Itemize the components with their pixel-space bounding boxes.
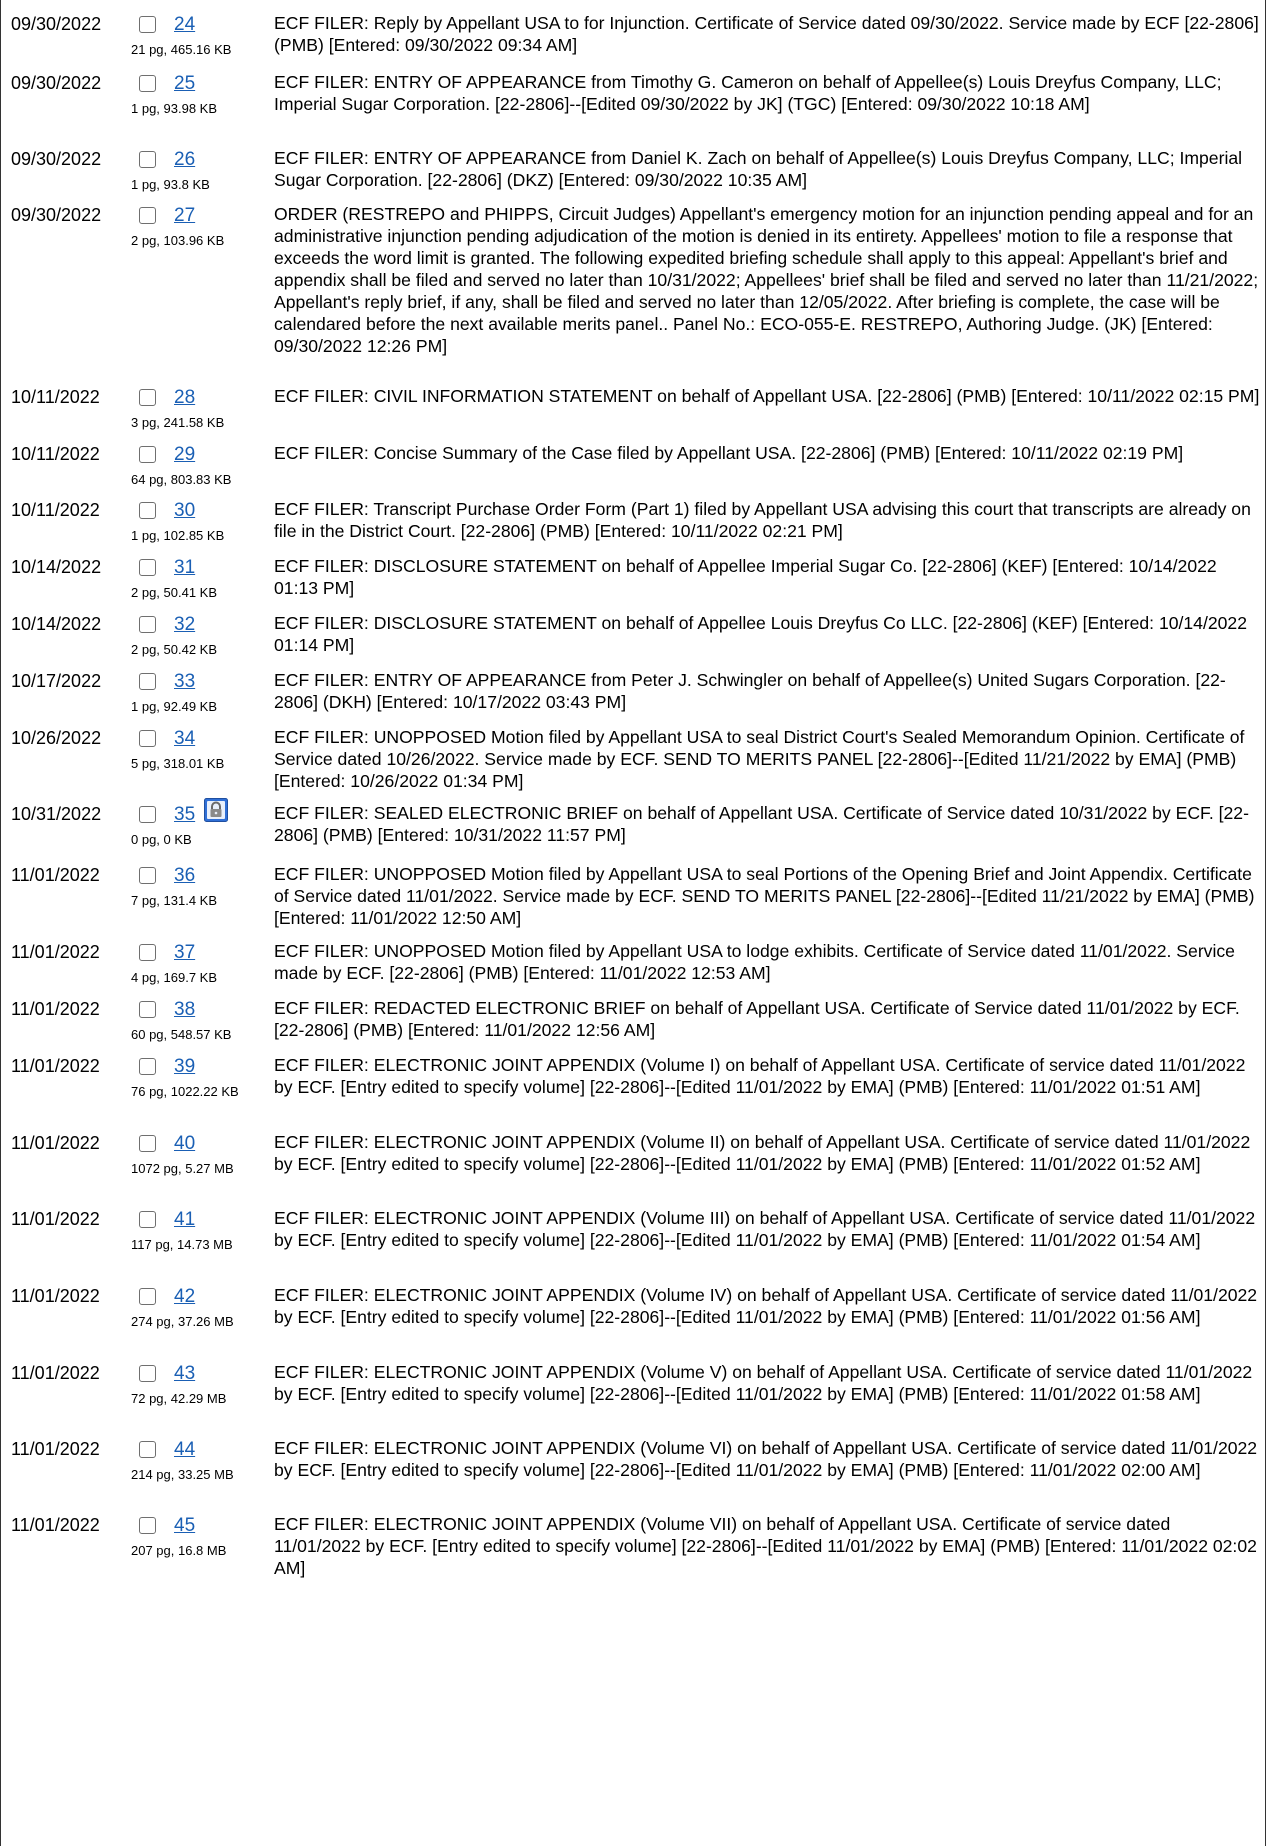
entry-description: ECF FILER: UNOPPOSED Motion filed by Appellant USA to seal Portions of the Opening Brief and Joint Appendix. Certificate of Service dated 11/01/2022. Service made by ECF. SEND TO MERITS PANEL [22-2806]--[Edited 11/21/2022 by EMA] (PMB) [Entered: 11/01/2022 12:50 AM] <box>274 864 1255 928</box>
entry-date: 10/14/2022 <box>11 557 102 577</box>
document-size: 64 pg, 803.83 KB <box>131 472 232 487</box>
entry-description: ECF FILER: UNOPPOSED Motion filed by Appellant USA to lodge exhibits. Certificate of Service dated 11/01/2022. Service made by ECF. [22-2806] (PMB) [Entered: 11/01/2022 12:53 AM] <box>274 941 1235 983</box>
entry-date: 11/01/2022 <box>11 1363 100 1383</box>
entry-date: 10/11/2022 <box>11 444 100 464</box>
document-size: 207 pg, 16.8 MB <box>131 1543 227 1558</box>
entry-description: ECF FILER: ELECTRONIC JOINT APPENDIX (Volume III) on behalf of Appellant USA. Certificate of service dated 11/01/2022 by ECF. [Entry edited to specify volume] [22-2806]--[Edited 11/01/2022 by EMA] (PMB) [Entered: 11/01/2022 01:54 AM] <box>274 1208 1256 1250</box>
select-checkbox[interactable] <box>139 1288 156 1305</box>
entry-date: 11/01/2022 <box>11 1286 100 1306</box>
select-checkbox[interactable] <box>139 16 156 33</box>
document-number-link[interactable]: 28 <box>174 387 196 408</box>
document-size: 1 pg, 92.49 KB <box>131 699 218 714</box>
entry-description: ECF FILER: DISCLOSURE STATEMENT on behalf of Appellee Imperial Sugar Co. [22-2806] (KEF) [Entered: 10/14/2022 01:13 PM] <box>274 556 1217 598</box>
entry-description: ECF FILER: ENTRY OF APPEARANCE from Timothy G. Cameron on behalf of Appellee(s) Louis Dreyfus Company, LLC; Imperial Sugar Corporation. [22-2806]--[Edited 09/30/2022 by JK] (TGC) [Entered: 09/30/2022 10:18 AM] <box>274 72 1222 114</box>
entry-date: 11/01/2022 <box>11 1133 100 1153</box>
document-size: 4 pg, 169.7 KB <box>131 970 218 985</box>
entry-description: ECF FILER: ELECTRONIC JOINT APPENDIX (Volume II) on behalf of Appellant USA. Certificate of service dated 11/01/2022 by ECF. [Entry edited to specify volume] [22-2806]--[Edited 11/01/2022 by EMA] (PMB) [Entered: 11/01/2022 01:52 AM] <box>274 1132 1251 1174</box>
document-number-link[interactable]: 27 <box>174 205 196 226</box>
entry-description: ECF FILER: UNOPPOSED Motion filed by Appellant USA to seal District Court's Sealed Memorandum Opinion. Certificate of Service dated 10/26/2022. Service made by ECF. SEND TO MERITS PANEL [22-2806]--[Edited 11/21/2022 by EMA] (PMB) [Entered: 10/26/2022 01:34 PM] <box>274 727 1245 791</box>
entry-description: ECF FILER: ELECTRONIC JOINT APPENDIX (Volume IV) on behalf of Appellant USA. Certificate of service dated 11/01/2022 by ECF. [Entry edited to specify volume] [22-2806]--[Edited 11/01/2022 by EMA] (PMB) [Entered: 11/01/2022 01:56 AM] <box>274 1285 1258 1327</box>
select-checkbox[interactable] <box>139 207 156 224</box>
document-number-link[interactable]: 43 <box>174 1363 196 1384</box>
entry-date: 10/11/2022 <box>11 387 100 407</box>
document-size: 2 pg, 50.41 KB <box>131 585 218 600</box>
select-checkbox[interactable] <box>139 75 156 92</box>
document-size: 274 pg, 37.26 MB <box>131 1314 234 1329</box>
select-checkbox[interactable] <box>139 446 156 463</box>
select-checkbox[interactable] <box>139 502 156 519</box>
select-checkbox[interactable] <box>139 1058 156 1075</box>
document-size: 0 pg, 0 KB <box>131 832 192 847</box>
select-checkbox[interactable] <box>139 389 156 406</box>
entry-description: ECF FILER: ELECTRONIC JOINT APPENDIX (Volume VI) on behalf of Appellant USA. Certificate of service dated 11/01/2022 by ECF. [Entry edited to specify volume] [22-2806]--[Edited 11/01/2022 by EMA] (PMB) [Entered: 11/01/2022 02:00 AM] <box>274 1438 1258 1480</box>
document-number-link[interactable]: 34 <box>174 728 196 749</box>
document-number-link[interactable]: 26 <box>174 149 196 170</box>
document-number-link[interactable]: 40 <box>174 1133 196 1154</box>
entry-date: 09/30/2022 <box>11 149 102 169</box>
entry-description: ECF FILER: SEALED ELECTRONIC BRIEF on behalf of Appellant USA. Certificate of Service dated 10/31/2022 by ECF. [22-2806] (PMB) [Entered: 10/31/2022 11:57 PM] <box>274 803 1249 845</box>
select-checkbox[interactable] <box>139 559 156 576</box>
document-number-link[interactable]: 42 <box>174 1286 196 1307</box>
document-size: 7 pg, 131.4 KB <box>131 893 218 908</box>
entry-description: ECF FILER: ELECTRONIC JOINT APPENDIX (Volume I) on behalf of Appellant USA. Certificate of service dated 11/01/2022 by ECF. [Entry edited to specify volume] [22-2806]--[Edited 11/01/2022 by EMA] (PMB) [Entered: 11/01/2022 01:51 AM] <box>274 1055 1246 1097</box>
document-number-link[interactable]: 35 <box>174 804 196 825</box>
document-size: 72 pg, 42.29 MB <box>131 1391 227 1406</box>
document-number-link[interactable]: 44 <box>174 1439 196 1460</box>
entry-description: ECF FILER: Reply by Appellant USA to for Injunction. Certificate of Service dated 09/30/2022. Service made by ECF [22-2806] (PMB) [Entered: 09/30/2022 09:34 AM] <box>274 13 1259 55</box>
document-size: 5 pg, 318.01 KB <box>131 756 225 771</box>
select-checkbox[interactable] <box>139 944 156 961</box>
document-size: 60 pg, 548.57 KB <box>131 1027 232 1042</box>
entry-description: ECF FILER: ELECTRONIC JOINT APPENDIX (Volume VII) on behalf of Appellant USA. Certificate of service dated 11/01/2022 by ECF. [Entry edited to specify volume] [22-2806]--[Edited 11/01/2022 by EMA] (PMB) [Entered: 11/01/2022 02:02 AM] <box>274 1514 1257 1578</box>
select-checkbox[interactable] <box>139 1135 156 1152</box>
entry-date: 10/14/2022 <box>11 614 102 634</box>
entry-description: ECF FILER: CIVIL INFORMATION STATEMENT on behalf of Appellant USA. [22-2806] (PMB) [Entered: 10/11/2022 02:15 PM] <box>274 386 1260 406</box>
sealed-lock-icon <box>204 798 228 822</box>
entry-date: 11/01/2022 <box>11 1439 100 1459</box>
document-number-link[interactable]: 31 <box>174 557 196 578</box>
select-checkbox[interactable] <box>139 1001 156 1018</box>
entry-date: 11/01/2022 <box>11 1515 100 1535</box>
entry-description: ORDER (RESTREPO and PHIPPS, Circuit Judges) Appellant's emergency motion for an injunction pending appeal and for an administrative injunction pending adjudication of the motion is denied in its entirety. Appellees' motion to file a response that exceeds the word limit is granted. The following expedited briefing schedule shall apply to this appeal: Appellant's brief and appendix shall be filed and served no later than 10/31/2022; Appellees' brief shall be filed and served no later than 11/21/2022; Appellant's reply brief, if any, shall be filed and served no later than 12/05/2022. After briefing is complete, the case will be calendared before the next available merits panel.. Panel No.: ECO-055-E. RESTREPO, Authoring Judge. (JK) [Entered: 09/30/2022 12:26 PM] <box>274 204 1259 356</box>
select-checkbox[interactable] <box>139 1517 156 1534</box>
left-border <box>0 0 1 1846</box>
document-size: 21 pg, 465.16 KB <box>131 42 232 57</box>
select-checkbox[interactable] <box>139 1441 156 1458</box>
select-checkbox[interactable] <box>139 616 156 633</box>
select-checkbox[interactable] <box>139 867 156 884</box>
entry-date: 11/01/2022 <box>11 999 100 1019</box>
document-size: 1 pg, 93.98 KB <box>131 101 218 116</box>
document-number-link[interactable]: 30 <box>174 500 196 521</box>
entry-description: ECF FILER: DISCLOSURE STATEMENT on behalf of Appellee Louis Dreyfus Co LLC. [22-2806] (KEF) [Entered: 10/14/2022 01:14 PM] <box>274 613 1247 655</box>
entry-date: 10/31/2022 <box>11 804 102 824</box>
entry-description: ECF FILER: ELECTRONIC JOINT APPENDIX (Volume V) on behalf of Appellant USA. Certificate of service dated 11/01/2022 by ECF. [Entry edited to specify volume] [22-2806]--[Edited 11/01/2022 by EMA] (PMB) [Entered: 11/01/2022 01:58 AM] <box>274 1362 1253 1404</box>
document-number-link[interactable]: 38 <box>174 999 196 1020</box>
document-number-link[interactable]: 25 <box>174 73 196 94</box>
select-checkbox[interactable] <box>139 806 156 823</box>
entry-date: 09/30/2022 <box>11 205 102 225</box>
document-number-link[interactable]: 33 <box>174 671 196 692</box>
document-number-link[interactable]: 39 <box>174 1056 196 1077</box>
entry-description: ECF FILER: REDACTED ELECTRONIC BRIEF on behalf of Appellant USA. Certificate of Service dated 11/01/2022 by ECF. [22-2806] (PMB) [Entered: 11/01/2022 12:56 AM] <box>274 998 1240 1040</box>
select-checkbox[interactable] <box>139 1365 156 1382</box>
document-number-link[interactable]: 29 <box>174 444 196 465</box>
select-checkbox[interactable] <box>139 1211 156 1228</box>
document-size: 2 pg, 50.42 KB <box>131 642 218 657</box>
document-number-link[interactable]: 45 <box>174 1515 196 1536</box>
entry-date: 09/30/2022 <box>11 73 102 93</box>
document-size: 2 pg, 103.96 KB <box>131 233 225 248</box>
entry-description: ECF FILER: Concise Summary of the Case filed by Appellant USA. [22-2806] (PMB) [Entered: 10/11/2022 02:19 PM] <box>274 443 1184 463</box>
document-number-link[interactable]: 36 <box>174 865 196 886</box>
document-number-link[interactable]: 37 <box>174 942 196 963</box>
document-size: 1072 pg, 5.27 MB <box>131 1161 234 1176</box>
entry-date: 11/01/2022 <box>11 1056 100 1076</box>
entry-date: 11/01/2022 <box>11 942 100 962</box>
document-number-link[interactable]: 32 <box>174 614 196 635</box>
select-checkbox[interactable] <box>139 673 156 690</box>
entry-date: 10/11/2022 <box>11 500 100 520</box>
document-size: 117 pg, 14.73 MB <box>131 1237 233 1252</box>
select-checkbox[interactable] <box>139 151 156 168</box>
document-size: 1 pg, 93.8 KB <box>131 177 210 192</box>
entry-description: ECF FILER: Transcript Purchase Order Form (Part 1) filed by Appellant USA advising this court that transcripts are already on file in the District Court. [22-2806] (PMB) [Entered: 10/11/2022 02:21 PM] <box>274 499 1251 541</box>
entry-date: 10/26/2022 <box>11 728 102 748</box>
entry-description: ECF FILER: ENTRY OF APPEARANCE from Peter J. Schwingler on behalf of Appellee(s) United Sugars Corporation. [22-2806] (DKH) [Entered: 10/17/2022 03:43 PM] <box>274 670 1226 712</box>
entry-date: 09/30/2022 <box>11 14 102 34</box>
entry-date: 10/17/2022 <box>11 671 102 691</box>
entry-date: 11/01/2022 <box>11 1209 100 1229</box>
select-checkbox[interactable] <box>139 730 156 747</box>
entry-description: ECF FILER: ENTRY OF APPEARANCE from Daniel K. Zach on behalf of Appellee(s) Louis Dreyfus Company, LLC; Imperial Sugar Corporation. [22-2806] (DKZ) [Entered: 09/30/2022 10:35 AM] <box>274 148 1243 190</box>
document-size: 3 pg, 241.58 KB <box>131 415 225 430</box>
entry-date: 11/01/2022 <box>11 865 100 885</box>
document-size: 1 pg, 102.85 KB <box>131 528 225 543</box>
document-number-link[interactable]: 24 <box>174 14 196 35</box>
document-number-link[interactable]: 41 <box>174 1209 196 1230</box>
document-size: 76 pg, 1022.22 KB <box>131 1084 239 1099</box>
document-size: 214 pg, 33.25 MB <box>131 1467 234 1482</box>
